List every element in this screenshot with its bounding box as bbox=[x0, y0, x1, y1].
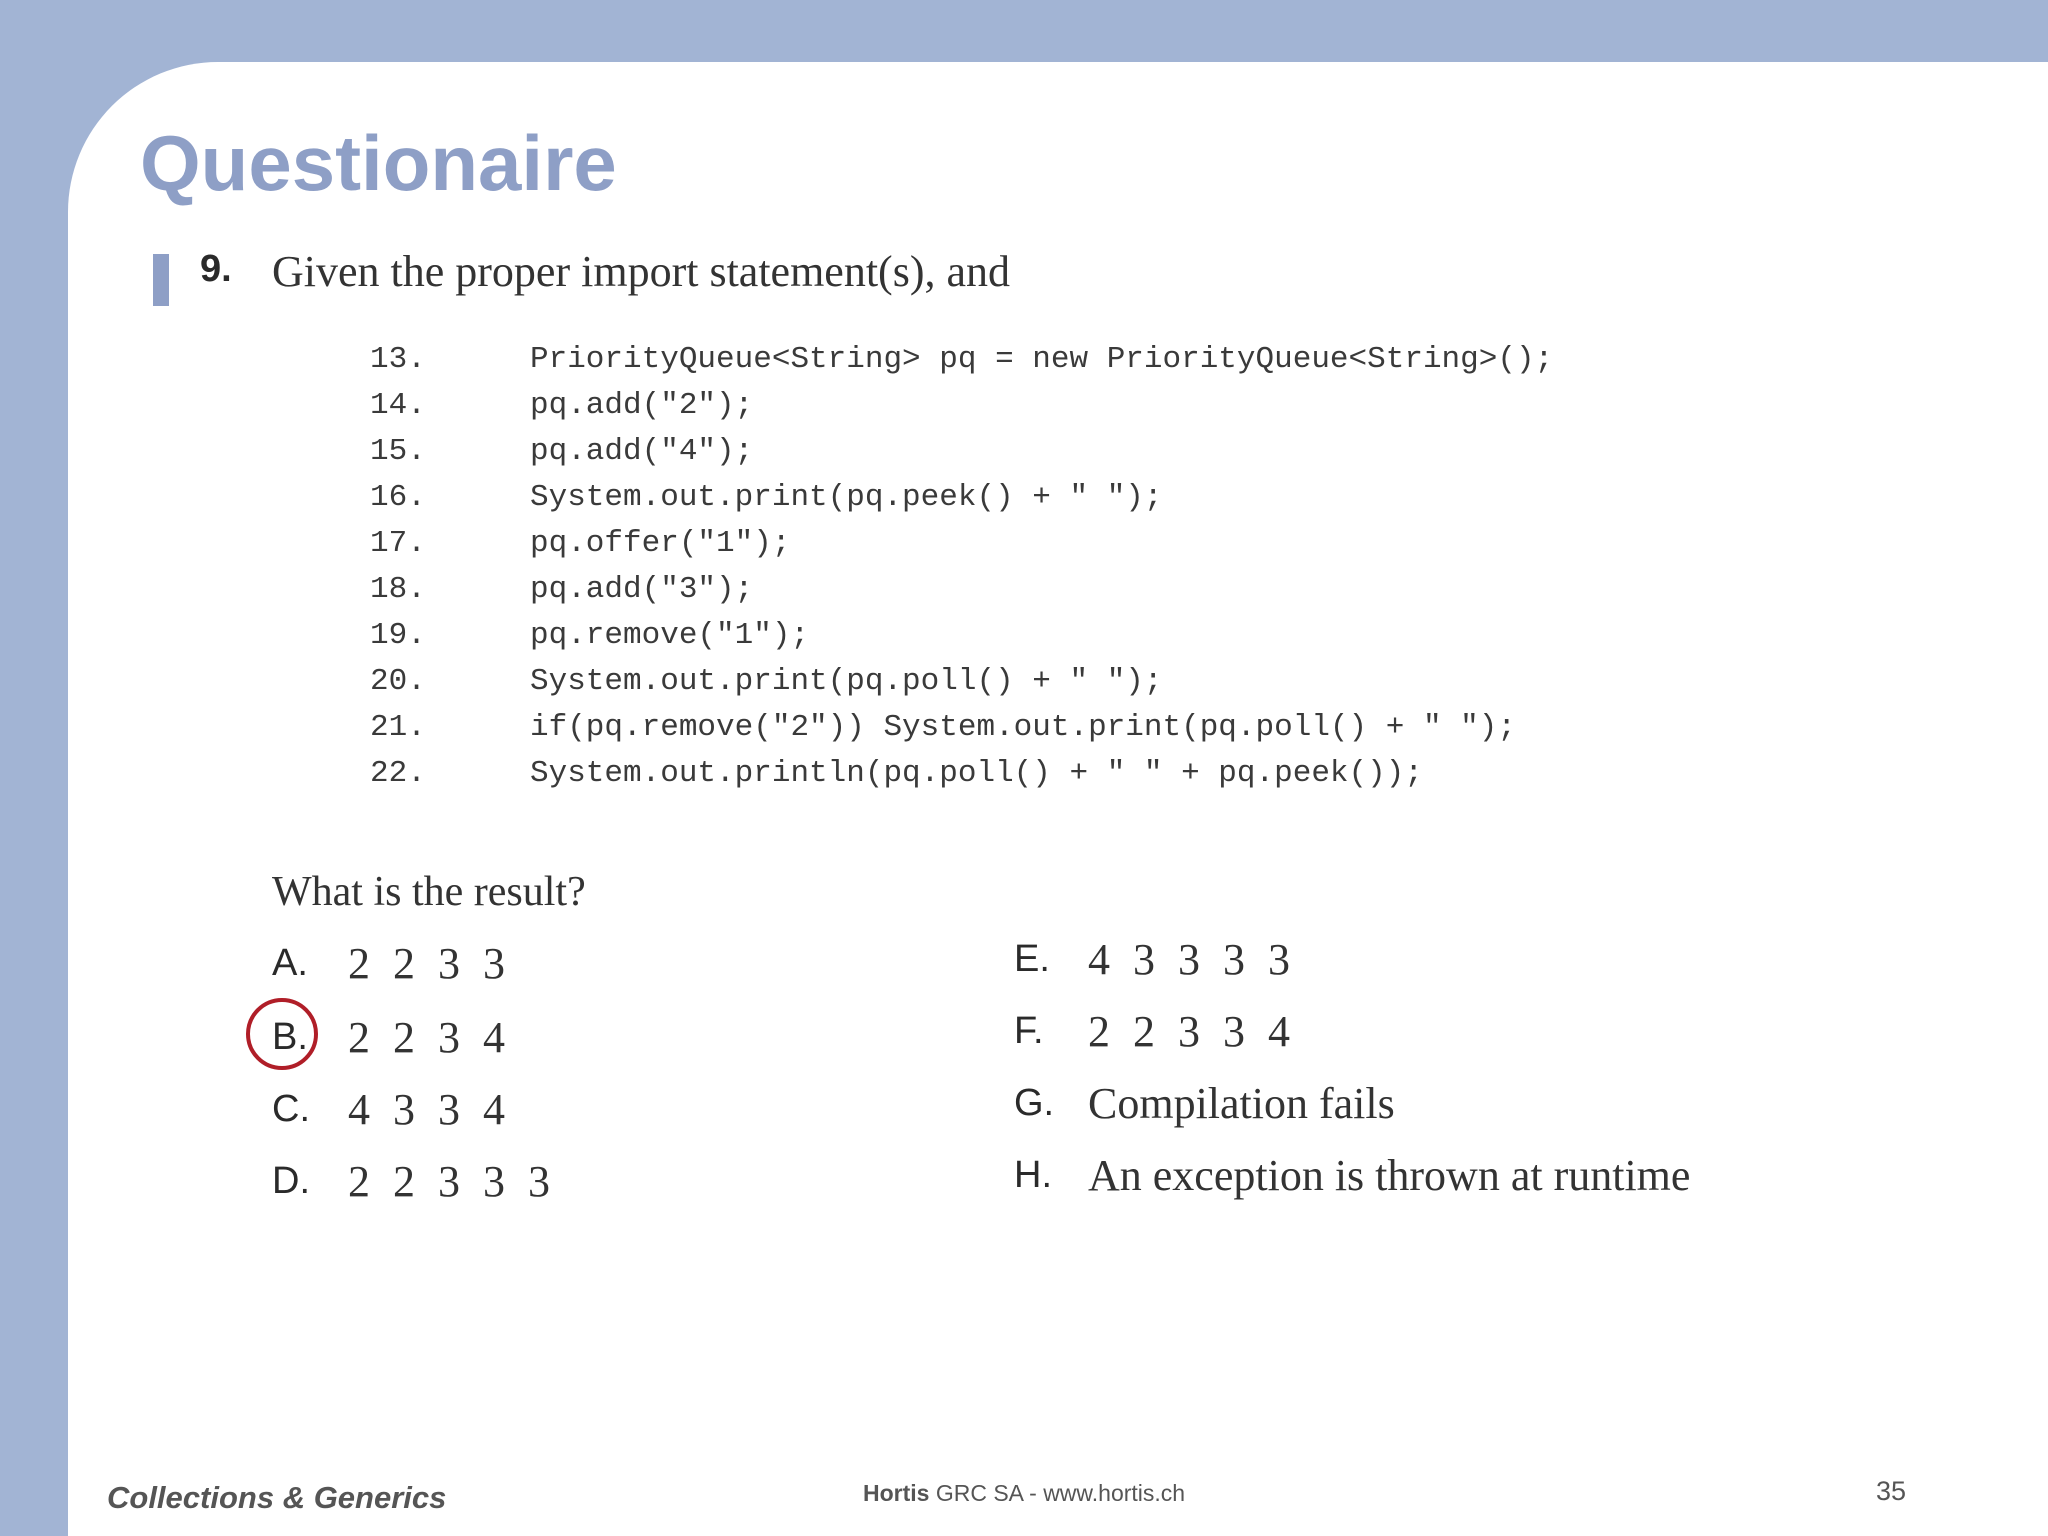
option-text: 2 2 3 4 bbox=[348, 1013, 511, 1062]
code-line-text: pq.offer("1"); bbox=[530, 526, 791, 561]
option-text: An exception is thrown at runtime bbox=[1088, 1151, 1691, 1200]
slide-frame-top bbox=[0, 0, 2048, 62]
code-line bbox=[370, 480, 1163, 526]
code-line-text: System.out.println(pq.poll() + " " + pq.peek()); bbox=[530, 756, 1423, 791]
code-listing bbox=[370, 342, 1554, 802]
option-letter: F. bbox=[1014, 1010, 1044, 1052]
option-letter: E. bbox=[1014, 938, 1050, 980]
code-line-text: System.out.print(pq.poll() + " "); bbox=[530, 664, 1163, 699]
option-text: 2 2 3 3 3 bbox=[348, 1157, 556, 1206]
code-line-text: if(pq.remove("2")) System.out.print(pq.poll() + " "); bbox=[530, 710, 1516, 745]
code-line-text: System.out.print(pq.peek() + " "); bbox=[530, 480, 1163, 515]
code-line bbox=[370, 618, 810, 664]
code-line bbox=[370, 710, 1516, 756]
slide-title: Questionaire bbox=[140, 119, 617, 207]
code-line bbox=[370, 434, 754, 480]
bullet-marker bbox=[153, 254, 169, 306]
option-letter: A. bbox=[272, 942, 308, 984]
option-text: 4 3 3 4 bbox=[348, 1085, 511, 1134]
code-line-number: 21. bbox=[370, 710, 426, 745]
option-text: 4 3 3 3 3 bbox=[1088, 935, 1296, 984]
code-line-number: 19. bbox=[370, 618, 426, 653]
option-letter: B. bbox=[272, 1016, 308, 1058]
option-letter: H. bbox=[1014, 1154, 1052, 1196]
option-letter: G. bbox=[1014, 1082, 1055, 1124]
code-line-text: pq.add("2"); bbox=[530, 388, 754, 423]
code-line bbox=[370, 664, 1163, 710]
footer-company-name: Hortis bbox=[863, 1480, 930, 1506]
code-line-text: pq.add("4"); bbox=[530, 434, 754, 469]
slide-frame-left bbox=[0, 0, 68, 1536]
code-line-number: 13. bbox=[370, 342, 426, 377]
code-line bbox=[370, 572, 754, 618]
option-text: 2 2 3 3 4 bbox=[1088, 1007, 1296, 1056]
code-line-text: pq.add("3"); bbox=[530, 572, 754, 607]
code-line-number: 16. bbox=[370, 480, 426, 515]
option-letter: C. bbox=[272, 1088, 310, 1130]
code-line bbox=[370, 388, 754, 434]
footer-company bbox=[863, 1480, 1185, 1507]
code-line bbox=[370, 342, 1554, 388]
footer-topic: Collections & Generics bbox=[107, 1480, 447, 1515]
code-line-number: 14. bbox=[370, 388, 426, 423]
code-line-number: 22. bbox=[370, 756, 426, 791]
question-number: 9. bbox=[200, 248, 232, 290]
code-line bbox=[370, 756, 1423, 802]
code-line-text: pq.remove("1"); bbox=[530, 618, 810, 653]
answer-circle-mark bbox=[246, 998, 318, 1070]
code-line-number: 18. bbox=[370, 572, 426, 607]
page-number: 35 bbox=[1876, 1476, 1907, 1506]
code-line-number: 15. bbox=[370, 434, 426, 469]
option-letter: D. bbox=[272, 1160, 310, 1202]
code-line-text: PriorityQueue<String> pq = new PriorityQueue<String>(); bbox=[530, 342, 1554, 377]
code-line-number: 17. bbox=[370, 526, 426, 561]
question-text: Given the proper import statement(s), and bbox=[272, 247, 1011, 296]
footer-company-details: GRC SA - www.hortis.ch bbox=[929, 1480, 1186, 1506]
option-text: Compilation fails bbox=[1088, 1079, 1395, 1128]
code-line bbox=[370, 526, 791, 572]
option-text: 2 2 3 3 bbox=[348, 939, 511, 988]
question-prompt: What is the result? bbox=[272, 869, 586, 915]
code-line-number: 20. bbox=[370, 664, 426, 699]
